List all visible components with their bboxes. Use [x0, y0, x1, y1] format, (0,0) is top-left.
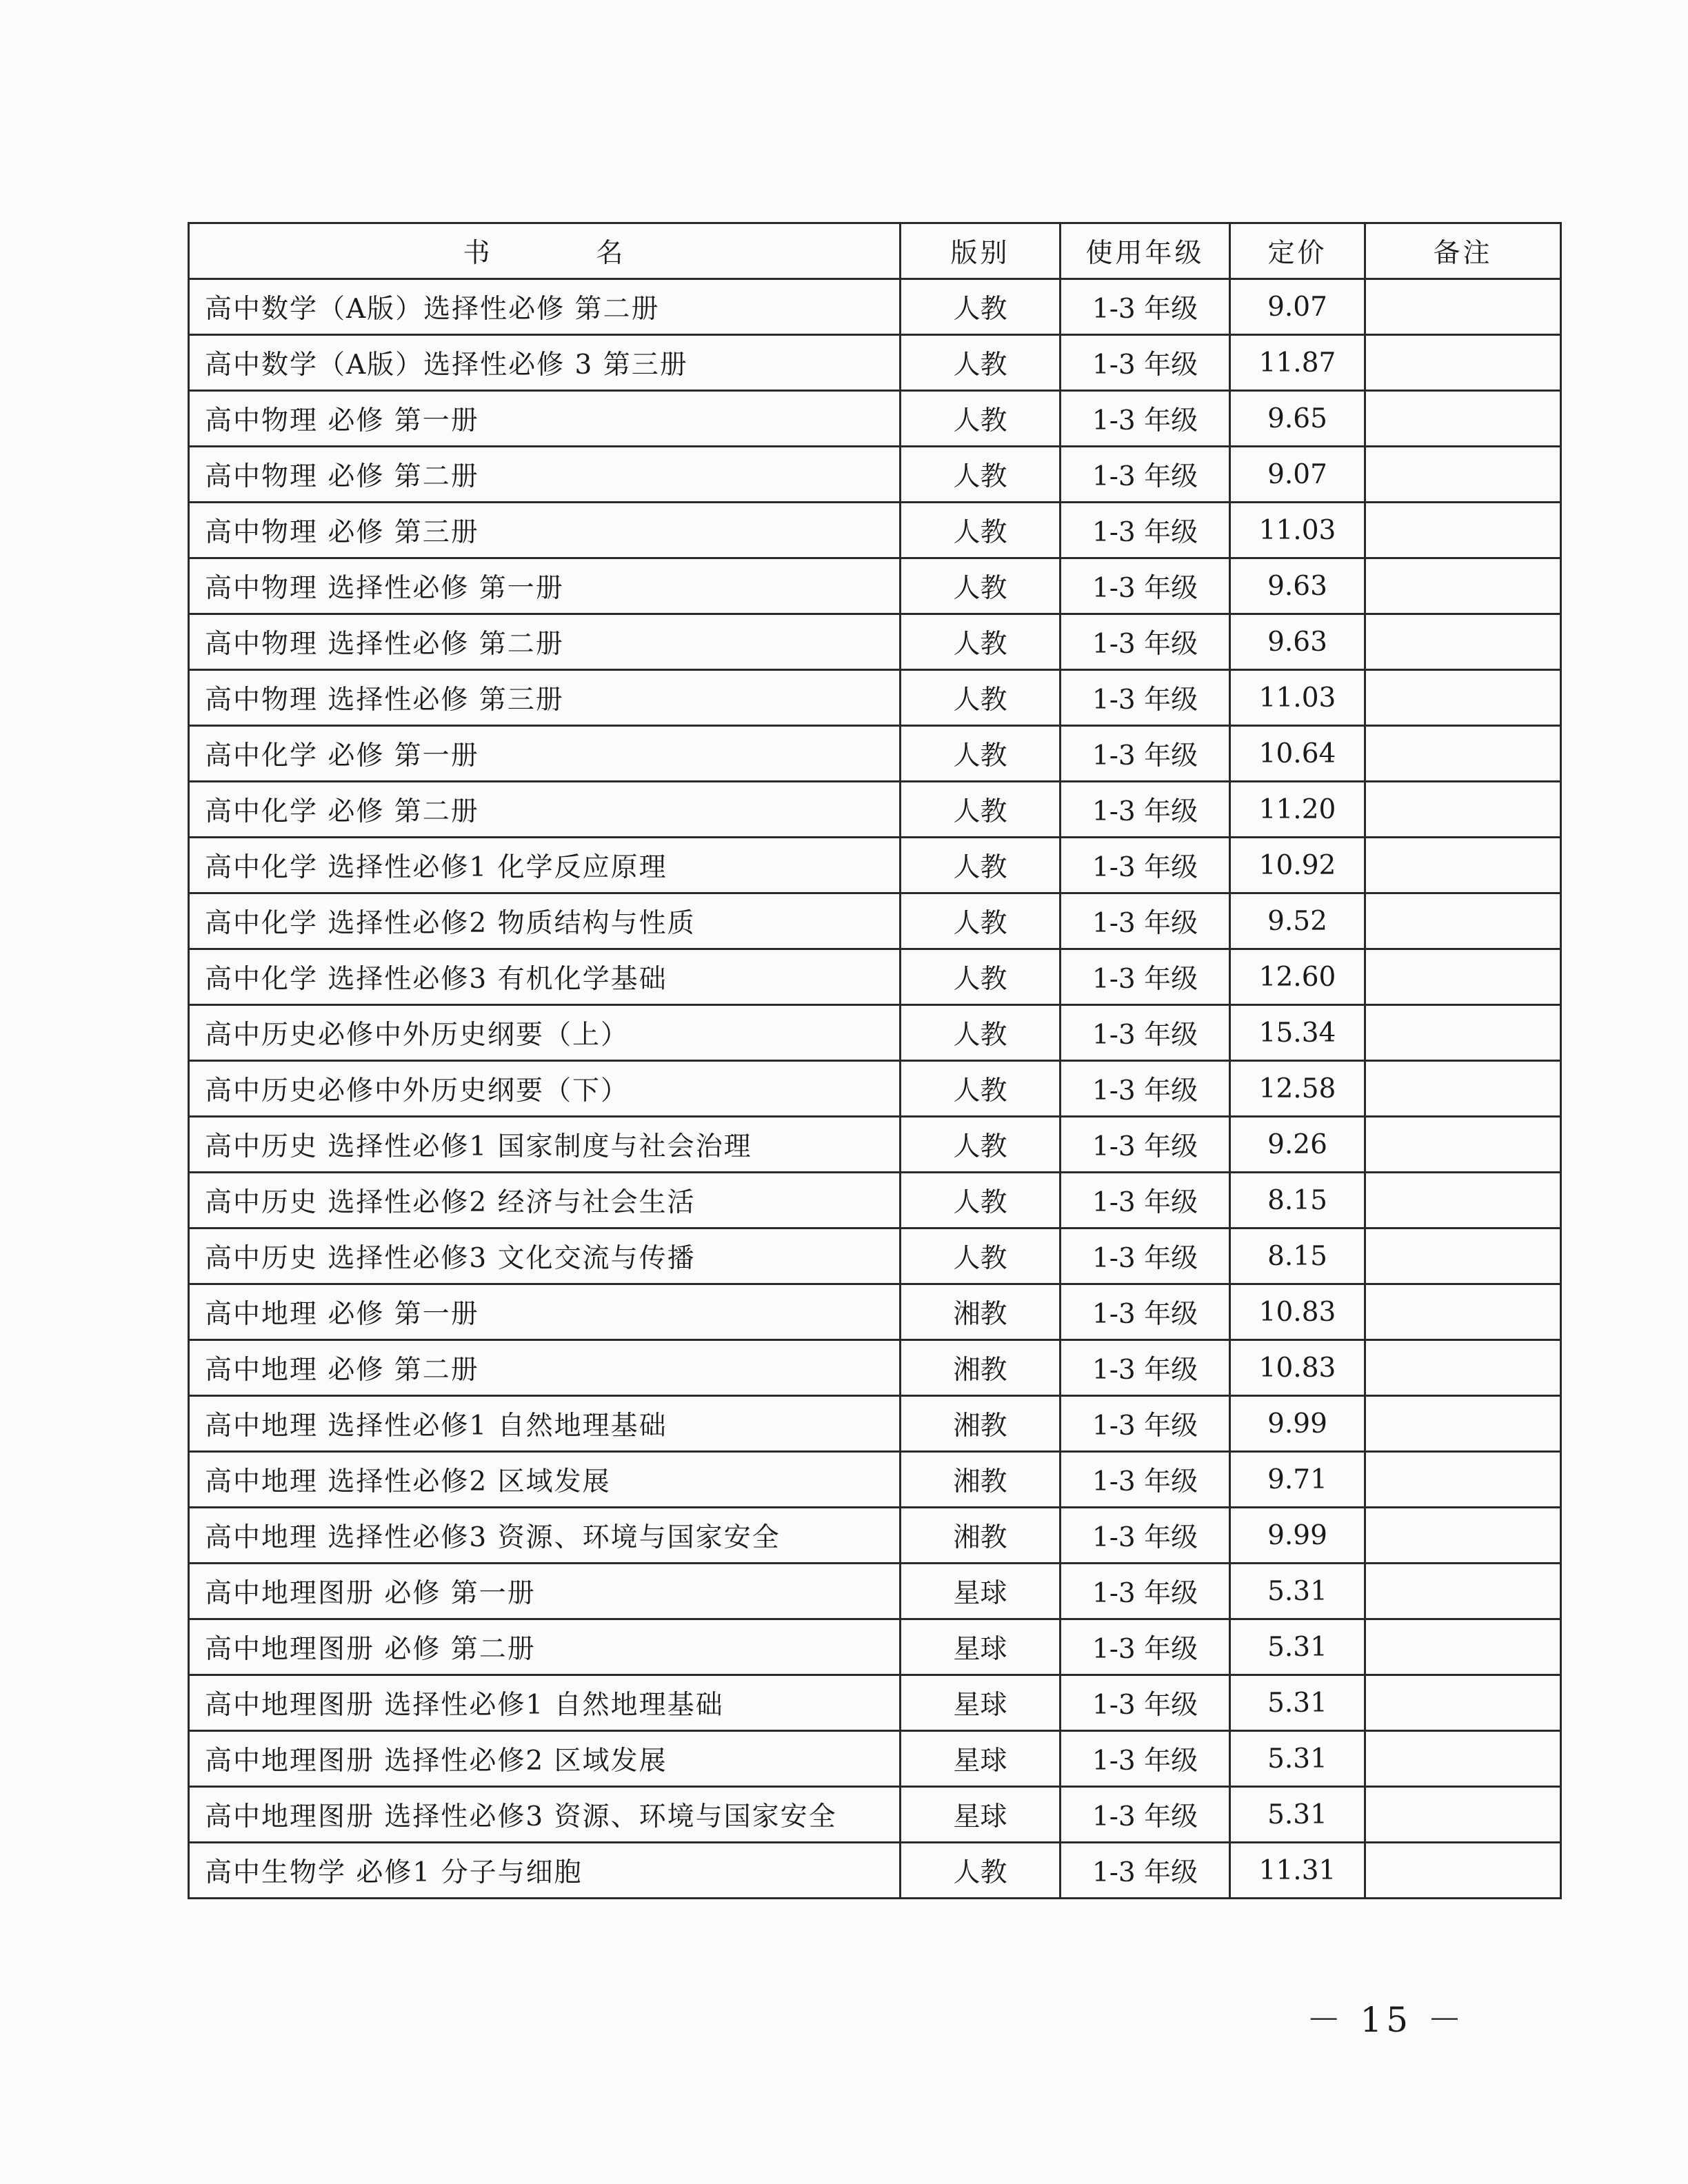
- price-cell: 5.31: [1230, 1619, 1365, 1675]
- note-cell: [1365, 391, 1561, 447]
- book-name-cell: 高中地理 选择性必修1 自然地理基础: [189, 1396, 901, 1452]
- table-row: [189, 1619, 1561, 1675]
- table-row: [189, 838, 1561, 893]
- grade-cell: 1-3 年级: [1061, 1173, 1230, 1228]
- note-cell: [1365, 503, 1561, 558]
- book-name-cell: 高中地理图册 选择性必修2 区域发展: [189, 1731, 901, 1787]
- table-row: [189, 1731, 1561, 1787]
- note-cell: [1365, 1228, 1561, 1284]
- note-cell: [1365, 1787, 1561, 1843]
- grade-cell: 1-3 年级: [1061, 1843, 1230, 1899]
- version-cell: 星球: [901, 1564, 1061, 1619]
- price-cell: 5.31: [1230, 1564, 1365, 1619]
- grade-cell: 1-3 年级: [1061, 447, 1230, 503]
- price-cell: 11.31: [1230, 1843, 1365, 1899]
- note-cell: [1365, 1619, 1561, 1675]
- price-cell: 9.99: [1230, 1508, 1365, 1564]
- book-name-cell: 高中地理图册 必修 第一册: [189, 1564, 901, 1619]
- note-cell: [1365, 1675, 1561, 1731]
- book-name-cell: 高中数学（A版）选择性必修 第二册: [189, 279, 901, 335]
- table-row: [189, 670, 1561, 726]
- version-cell: 星球: [901, 1731, 1061, 1787]
- note-cell: [1365, 1452, 1561, 1508]
- table-header-row: [189, 223, 1561, 279]
- version-cell: 人教: [901, 949, 1061, 1005]
- version-cell: 人教: [901, 893, 1061, 949]
- note-cell: [1365, 614, 1561, 670]
- grade-cell: 1-3 年级: [1061, 949, 1230, 1005]
- book-name-cell: 高中地理图册 选择性必修1 自然地理基础: [189, 1675, 901, 1731]
- note-cell: [1365, 893, 1561, 949]
- grade-cell: 1-3 年级: [1061, 1787, 1230, 1843]
- grade-cell: 1-3 年级: [1061, 1061, 1230, 1117]
- version-cell: 人教: [901, 1843, 1061, 1899]
- book-name-cell: 高中物理 必修 第三册: [189, 503, 901, 558]
- grade-cell: 1-3 年级: [1061, 726, 1230, 782]
- book-name-cell: 高中地理 必修 第二册: [189, 1340, 901, 1396]
- grade-cell: 1-3 年级: [1061, 1731, 1230, 1787]
- price-cell: 8.15: [1230, 1228, 1365, 1284]
- book-name-cell: 高中地理 选择性必修3 资源、环境与国家安全: [189, 1508, 901, 1564]
- textbook-price-table: [188, 222, 1562, 1899]
- table-row: [189, 391, 1561, 447]
- grade-cell: 1-3 年级: [1061, 279, 1230, 335]
- version-cell: 人教: [901, 1005, 1061, 1061]
- table-row: [189, 447, 1561, 503]
- price-cell: 15.34: [1230, 1005, 1365, 1061]
- grade-cell: 1-3 年级: [1061, 1005, 1230, 1061]
- version-cell: 湘教: [901, 1284, 1061, 1340]
- book-name-cell: 高中历史必修中外历史纲要（下）: [189, 1061, 901, 1117]
- note-cell: [1365, 1061, 1561, 1117]
- book-name-cell: 高中物理 选择性必修 第一册: [189, 558, 901, 614]
- price-cell: 5.31: [1230, 1731, 1365, 1787]
- table-row: [189, 782, 1561, 838]
- grade-cell: 1-3 年级: [1061, 838, 1230, 893]
- table-row: [189, 726, 1561, 782]
- note-cell: [1365, 782, 1561, 838]
- version-cell: 人教: [901, 279, 1061, 335]
- version-cell: 人教: [901, 726, 1061, 782]
- table-row: [189, 1787, 1561, 1843]
- version-cell: 人教: [901, 335, 1061, 391]
- table-row: [189, 1340, 1561, 1396]
- book-name-cell: 高中数学（A版）选择性必修 3 第三册: [189, 335, 901, 391]
- grade-cell: 1-3 年级: [1061, 335, 1230, 391]
- book-name-cell: 高中历史 选择性必修3 文化交流与传播: [189, 1228, 901, 1284]
- note-cell: [1365, 558, 1561, 614]
- book-name-cell: 高中历史 选择性必修2 经济与社会生活: [189, 1173, 901, 1228]
- table-row: [189, 558, 1561, 614]
- book-name-cell: 高中历史 选择性必修1 国家制度与社会治理: [189, 1117, 901, 1173]
- table-row: [189, 1675, 1561, 1731]
- grade-cell: 1-3 年级: [1061, 1284, 1230, 1340]
- grade-cell: 1-3 年级: [1061, 1564, 1230, 1619]
- note-cell: [1365, 1564, 1561, 1619]
- version-cell: 湘教: [901, 1396, 1061, 1452]
- note-cell: [1365, 670, 1561, 726]
- header-grade: 使用年级: [1061, 223, 1230, 279]
- book-name-cell: 高中地理 选择性必修2 区域发展: [189, 1452, 901, 1508]
- grade-cell: 1-3 年级: [1061, 782, 1230, 838]
- grade-cell: 1-3 年级: [1061, 391, 1230, 447]
- grade-cell: 1-3 年级: [1061, 503, 1230, 558]
- price-cell: 9.63: [1230, 558, 1365, 614]
- price-cell: 9.99: [1230, 1396, 1365, 1452]
- table-row: [189, 335, 1561, 391]
- book-name-cell: 高中物理 必修 第二册: [189, 447, 901, 503]
- version-cell: 人教: [901, 1228, 1061, 1284]
- version-cell: 人教: [901, 1173, 1061, 1228]
- version-cell: 人教: [901, 782, 1061, 838]
- book-name-cell: 高中地理 必修 第一册: [189, 1284, 901, 1340]
- price-cell: 11.20: [1230, 782, 1365, 838]
- grade-cell: 1-3 年级: [1061, 1117, 1230, 1173]
- version-cell: 星球: [901, 1619, 1061, 1675]
- table-row: [189, 279, 1561, 335]
- version-cell: 人教: [901, 503, 1061, 558]
- header-book-name-part2: 名: [596, 238, 626, 269]
- header-book-name-part1: 书: [463, 238, 493, 269]
- price-cell: 10.83: [1230, 1340, 1365, 1396]
- price-cell: 9.07: [1230, 279, 1365, 335]
- grade-cell: 1-3 年级: [1061, 1508, 1230, 1564]
- grade-cell: 1-3 年级: [1061, 1396, 1230, 1452]
- table-row: [189, 1228, 1561, 1284]
- version-cell: 湘教: [901, 1508, 1061, 1564]
- price-cell: 9.71: [1230, 1452, 1365, 1508]
- price-cell: 9.26: [1230, 1117, 1365, 1173]
- book-name-cell: 高中化学 选择性必修2 物质结构与性质: [189, 893, 901, 949]
- note-cell: [1365, 1005, 1561, 1061]
- table-row: [189, 1508, 1561, 1564]
- book-name-cell: 高中化学 选择性必修3 有机化学基础: [189, 949, 901, 1005]
- book-name-cell: 高中生物学 必修1 分子与细胞: [189, 1843, 901, 1899]
- header-version: 版别: [901, 223, 1061, 279]
- table-row: [189, 503, 1561, 558]
- grade-cell: 1-3 年级: [1061, 1228, 1230, 1284]
- note-cell: [1365, 949, 1561, 1005]
- grade-cell: 1-3 年级: [1061, 1452, 1230, 1508]
- book-name-cell: 高中历史必修中外历史纲要（上）: [189, 1005, 901, 1061]
- version-cell: 人教: [901, 447, 1061, 503]
- table-row: [189, 1564, 1561, 1619]
- price-cell: 11.03: [1230, 503, 1365, 558]
- table-row: [189, 1173, 1561, 1228]
- grade-cell: 1-3 年级: [1061, 558, 1230, 614]
- version-cell: 人教: [901, 614, 1061, 670]
- price-cell: 12.58: [1230, 1061, 1365, 1117]
- price-cell: 5.31: [1230, 1787, 1365, 1843]
- book-name-cell: 高中化学 必修 第二册: [189, 782, 901, 838]
- table-row: [189, 1452, 1561, 1508]
- price-cell: 12.60: [1230, 949, 1365, 1005]
- table-row: [189, 893, 1561, 949]
- price-cell: 10.92: [1230, 838, 1365, 893]
- note-cell: [1365, 1843, 1561, 1899]
- table-row: [189, 1117, 1561, 1173]
- version-cell: 星球: [901, 1787, 1061, 1843]
- header-book-name: [189, 223, 901, 279]
- note-cell: [1365, 726, 1561, 782]
- version-cell: 人教: [901, 670, 1061, 726]
- note-cell: [1365, 1508, 1561, 1564]
- grade-cell: 1-3 年级: [1061, 1619, 1230, 1675]
- version-cell: 人教: [901, 1061, 1061, 1117]
- table-row: [189, 1396, 1561, 1452]
- book-name-cell: 高中地理图册 选择性必修3 资源、环境与国家安全: [189, 1787, 901, 1843]
- price-cell: 9.65: [1230, 391, 1365, 447]
- version-cell: 湘教: [901, 1340, 1061, 1396]
- book-name-cell: 高中化学 选择性必修1 化学反应原理: [189, 838, 901, 893]
- note-cell: [1365, 1396, 1561, 1452]
- note-cell: [1365, 838, 1561, 893]
- price-cell: 5.31: [1230, 1675, 1365, 1731]
- version-cell: 湘教: [901, 1452, 1061, 1508]
- header-note: 备注: [1365, 223, 1561, 279]
- grade-cell: 1-3 年级: [1061, 670, 1230, 726]
- book-name-cell: 高中化学 必修 第一册: [189, 726, 901, 782]
- book-name-cell: 高中物理 选择性必修 第二册: [189, 614, 901, 670]
- book-name-cell: 高中地理图册 必修 第二册: [189, 1619, 901, 1675]
- table-row: [189, 1005, 1561, 1061]
- price-cell: 9.07: [1230, 447, 1365, 503]
- price-cell: 10.64: [1230, 726, 1365, 782]
- table-row: [189, 1843, 1561, 1899]
- price-cell: 11.03: [1230, 670, 1365, 726]
- version-cell: 星球: [901, 1675, 1061, 1731]
- grade-cell: 1-3 年级: [1061, 614, 1230, 670]
- grade-cell: 1-3 年级: [1061, 893, 1230, 949]
- note-cell: [1365, 1173, 1561, 1228]
- price-cell: 8.15: [1230, 1173, 1365, 1228]
- note-cell: [1365, 1284, 1561, 1340]
- note-cell: [1365, 1340, 1561, 1396]
- version-cell: 人教: [901, 558, 1061, 614]
- grade-cell: 1-3 年级: [1061, 1340, 1230, 1396]
- book-name-cell: 高中物理 选择性必修 第三册: [189, 670, 901, 726]
- page-number: － 15 －: [1306, 2000, 1466, 2040]
- price-cell: 9.52: [1230, 893, 1365, 949]
- price-cell: 10.83: [1230, 1284, 1365, 1340]
- version-cell: 人教: [901, 1117, 1061, 1173]
- header-price: 定价: [1230, 223, 1365, 279]
- table-row: [189, 1061, 1561, 1117]
- version-cell: 人教: [901, 391, 1061, 447]
- table-row: [189, 614, 1561, 670]
- table-body: [189, 279, 1561, 1899]
- table-row: [189, 1284, 1561, 1340]
- grade-cell: 1-3 年级: [1061, 1675, 1230, 1731]
- note-cell: [1365, 447, 1561, 503]
- note-cell: [1365, 335, 1561, 391]
- table-row: [189, 949, 1561, 1005]
- note-cell: [1365, 1731, 1561, 1787]
- book-name-cell: 高中物理 必修 第一册: [189, 391, 901, 447]
- price-cell: 9.63: [1230, 614, 1365, 670]
- note-cell: [1365, 279, 1561, 335]
- version-cell: 人教: [901, 838, 1061, 893]
- note-cell: [1365, 1117, 1561, 1173]
- price-cell: 11.87: [1230, 335, 1365, 391]
